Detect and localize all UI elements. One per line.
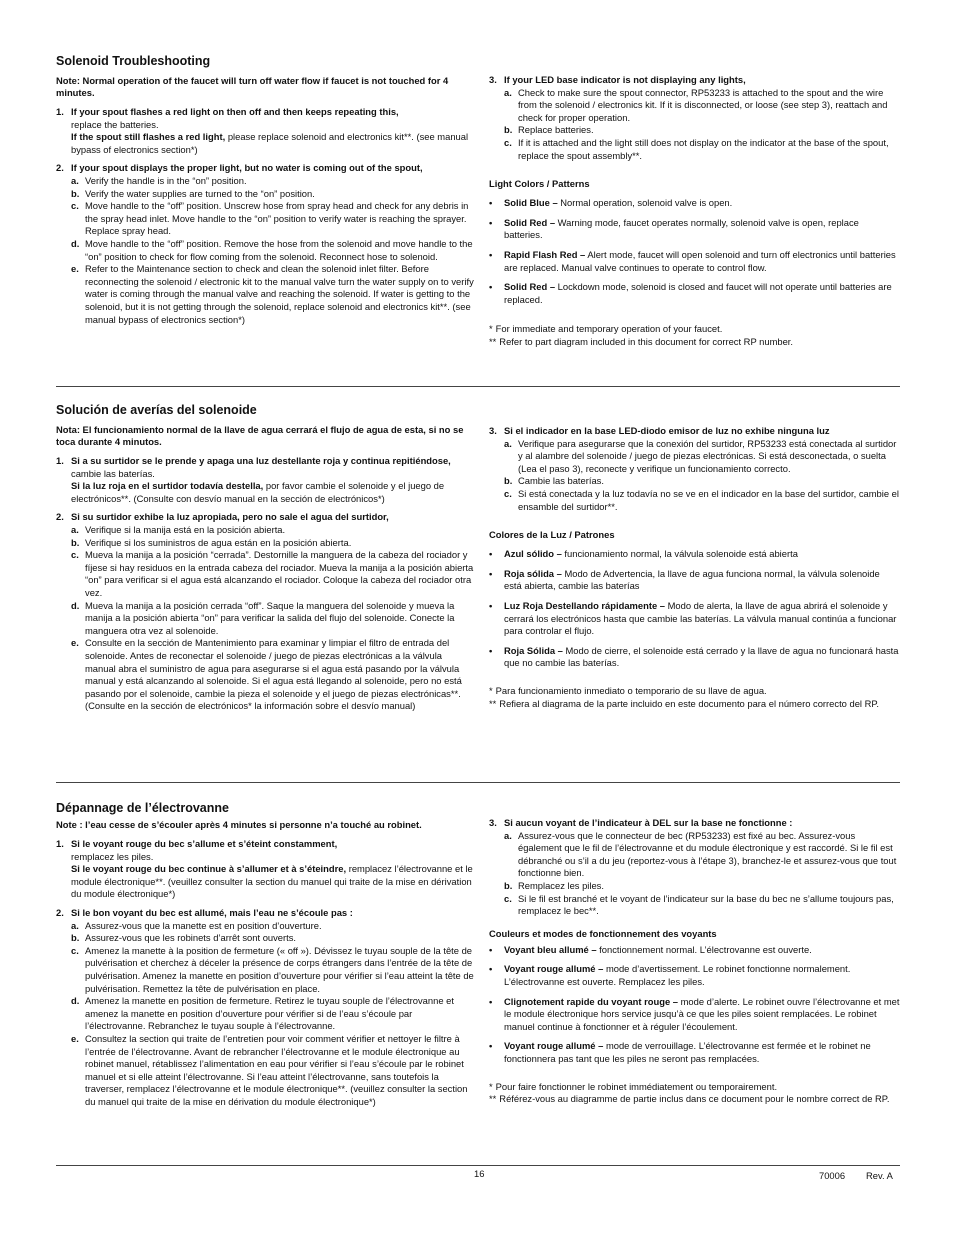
sub-item-text: Assurez-vous que les robinets d’arrêt sont ouverts. bbox=[85, 932, 297, 944]
fr-light-colors-title: Couleurs et modes de fonctionnement des voyants bbox=[489, 927, 717, 939]
en-footnote-2 bbox=[489, 336, 900, 349]
sub-item bbox=[71, 995, 474, 1033]
en-item-3-subs bbox=[504, 87, 900, 163]
es-light-colors-title: Colores de la Luz / Patrones bbox=[489, 529, 615, 541]
bullet-icon: • bbox=[489, 248, 493, 260]
es-item-3 bbox=[489, 425, 900, 513]
sub-item bbox=[504, 488, 900, 513]
es-item-2-subs bbox=[71, 524, 474, 713]
es-item-1-bold: Si a su surtidor se le prende y apaga una luz destellante roja y continua repitiéndose, bbox=[71, 455, 451, 466]
sub-item-letter: c. bbox=[504, 136, 512, 148]
en-item-3-bold: If your LED base indicator is not displaying any lights, bbox=[504, 74, 746, 85]
sub-item bbox=[71, 188, 474, 201]
es-item-1-num: 1. bbox=[56, 455, 64, 466]
fr-item-2-bold: Si le bon voyant du bec est allumé, mais l’eau ne s’écoule pas : bbox=[71, 906, 353, 918]
sub-item-text: Si le fil est branché et le voyant de l’indicateur sur la base du bec ne s’allume toujours pas, remplacez le bec**. bbox=[518, 892, 894, 917]
sub-item-letter: b. bbox=[71, 932, 80, 944]
en-footnote-2-text: Refer to part diagram included in this document for correct RP number. bbox=[499, 335, 794, 347]
light-color-item bbox=[489, 600, 900, 638]
sub-item-text: Verifique si los suministros de agua están en la posición abierta. bbox=[85, 536, 352, 548]
fr-light-colors-list bbox=[489, 944, 900, 1066]
light-color-desc: Modo de cierre, el solenoide está cerrado y la llave de agua no funcionará hasta que no cambie las baterías. bbox=[504, 644, 899, 669]
sub-item-text: Si está conectada y la luz todavía no se ve en el indicador en la base del surtidor, cambie el ensamble del surtidor**. bbox=[518, 487, 899, 512]
sub-item-letter: a. bbox=[504, 829, 512, 841]
es-item-3-subs bbox=[504, 438, 900, 514]
light-color-desc: mode de verrouillage. L’électrovanne est fermée et le robinet ne fonctionnera pas tant que les piles ne seront pas remplacées. bbox=[504, 1040, 871, 1064]
sub-item-text: Move handle to the “off” position. Remove the hose from the solenoid and move handle to the “on” position to check for flow coming from the solenoid. Reconnect hose to solenoid. bbox=[85, 237, 473, 262]
light-color-label: Solid Red – bbox=[504, 281, 556, 293]
light-color-label: Solid Blue – bbox=[504, 197, 558, 209]
bullet-icon: • bbox=[489, 548, 493, 560]
sub-item-text: Assurez-vous que le connecteur de bec (RP53233) est fixé au bec. Assurez-vous également que le fil de l’électrovanne et du module électronique y est raccordé. Si le fil est débranché ou s’il a du jeu (reportez-vous à l’étape 3), branchez-le et assurez-vous que tout fonctionne bien. bbox=[518, 829, 897, 879]
fr-item-1-num: 1. bbox=[56, 838, 64, 849]
en-item-3-num: 3. bbox=[489, 74, 497, 85]
sub-item bbox=[71, 1033, 474, 1109]
light-color-desc: funcionamiento normal, la válvula solenoide está abierta bbox=[561, 548, 798, 560]
sub-item-letter: b. bbox=[71, 536, 80, 548]
fr-item-1-text: remplacez les piles. bbox=[71, 850, 154, 862]
en-item-1-text: replace the batteries. bbox=[71, 118, 159, 130]
light-color-label: Voyant bleu allumé – bbox=[504, 943, 597, 955]
es-left-column bbox=[56, 403, 474, 719]
sub-item-text: Replace batteries. bbox=[518, 124, 594, 136]
sub-item-letter: a. bbox=[71, 174, 79, 186]
sub-item-text: Verify the handle is in the “on” position. bbox=[85, 174, 247, 186]
sub-item-letter: e. bbox=[71, 263, 79, 275]
sub-item-letter: a. bbox=[504, 437, 512, 449]
fr-footnote-2-marker: ** bbox=[489, 1093, 497, 1105]
fr-item-3-num: 3. bbox=[489, 817, 497, 828]
es-item-2-num: 2. bbox=[56, 511, 64, 523]
en-item-2 bbox=[56, 162, 474, 326]
fr-item-1-bold2: Si le voyant rouge du bec continue à s’allumer et à s’éteindre, bbox=[71, 863, 347, 875]
light-color-desc: Alert mode, faucet will open solenoid and turn off electronics until batteries are replaced. Manual valve continues to operate to control flow. bbox=[504, 248, 896, 273]
bullet-icon: • bbox=[489, 567, 493, 579]
sub-item-letter: b. bbox=[504, 124, 513, 136]
bullet-icon: • bbox=[489, 963, 493, 975]
sub-item-text: Refer to the Maintenance section to check and clean the solenoid inlet filter. Before reconnecting the solenoid / electronic kit to the manual valve turn the water supply on to verify water is coming through the manual valve and reaching the solenoid. If water is getting to the solenoid, but it is not getting through the solenoid, replace solenoid and electronics kit**. (see manual bypass of electronics section*) bbox=[85, 263, 474, 325]
light-color-desc: mode d’avertissement. Le robinet fonctionne normalement. L’électrovanne est ouverte. Remplacez les piles. bbox=[504, 963, 851, 987]
sub-item-text: Amenez la manette en position de fermeture. Retirez le tuyau souple de l’électrovanne et amenez la manette en position d’ouverture pour vérifier si de l’eau s’écoule par l’électrovanne. Rebranchez le tuyau souple à l’électrovanne. bbox=[85, 995, 454, 1032]
footer-rule bbox=[56, 1165, 900, 1166]
en-title: Solenoid Troubleshooting bbox=[56, 54, 211, 68]
sub-item-letter: c. bbox=[504, 487, 512, 499]
sub-item bbox=[504, 137, 900, 162]
en-item-2-num: 2. bbox=[56, 162, 64, 174]
fr-footnote-2-text: Référez-vous au diagramme de partie inclus dans ce document pour le nombre correct de RP. bbox=[499, 1093, 890, 1105]
sub-item-letter: b. bbox=[504, 475, 513, 487]
light-color-label: Voyant rouge allumé – bbox=[504, 1040, 604, 1052]
sub-item-text: Assurez-vous que la manette est en position d’ouverture. bbox=[85, 919, 322, 931]
en-note: Note: Normal operation of the faucet will turn off water flow if faucet is not touched for 4 minutes. bbox=[56, 75, 449, 98]
sub-item-text: Amenez la manette à la position de fermeture (« off »). Dévissez le tuyau souple de la tête de pulvérisation et cherchez à déceler la présence de corps étrangers dans l’entrée de la tête de pulvérisation. Amenez la manette en position d’ouverture pour vérifier si l’eau atteint la tête de pulvérisation. Remettez la tête de pulvérisation en place. bbox=[85, 944, 474, 994]
bullet-icon: • bbox=[489, 197, 493, 209]
fr-item-1 bbox=[56, 838, 474, 901]
en-footnote-1-text: For immediate and temporary operation of your faucet. bbox=[495, 323, 723, 335]
sub-item-letter: a. bbox=[71, 523, 79, 535]
fr-footnote-1 bbox=[489, 1081, 900, 1094]
sub-item bbox=[71, 200, 474, 238]
light-color-item bbox=[489, 963, 900, 988]
en-item-3 bbox=[489, 74, 900, 162]
bullet-icon: • bbox=[489, 1040, 493, 1052]
sub-item-text: Verify the water supplies are turned to the “on” position. bbox=[85, 187, 315, 199]
sub-item bbox=[71, 600, 474, 638]
sub-item bbox=[71, 549, 474, 599]
en-left-column bbox=[56, 54, 474, 332]
es-item-1-bold2: Si la luz roja en el surtidor todavía destella, bbox=[71, 480, 264, 492]
es-footnote-2-marker: ** bbox=[489, 697, 497, 709]
light-color-label: Solid Red – bbox=[504, 216, 556, 228]
sub-item-text: Cambie las baterías. bbox=[518, 475, 604, 487]
fr-item-1-bold: Si le voyant rouge du bec s’allume et s’éteint constamment, bbox=[71, 838, 338, 849]
en-footnote-1-marker: * bbox=[489, 323, 493, 335]
fr-item-1-text2: remplacez l’électrovanne et le module électronique**. (veuillez consulter la section du manuel qui traite de la mise en dérivation du module électronique*) bbox=[71, 863, 473, 900]
sub-item bbox=[504, 438, 900, 476]
sub-item-text: Move handle to the “off” position. Unscrew hose from spray head and check for any debris in the spray head inlet. Move handle to the “on” position to verify water is reaching the sprayer. Replace spray head. bbox=[85, 200, 469, 237]
es-light-colors-list bbox=[489, 548, 900, 670]
fr-item-3-bold: Si aucun voyant de l’indicateur à DEL sur la base ne fonctionne : bbox=[504, 817, 793, 828]
es-footnote-1 bbox=[489, 685, 900, 698]
doc-number: 70006 bbox=[819, 1170, 846, 1181]
sub-item-letter: c. bbox=[71, 944, 79, 956]
light-color-label: Azul sólido – bbox=[504, 548, 562, 560]
fr-item-3 bbox=[489, 817, 900, 918]
light-color-item bbox=[489, 249, 900, 274]
sub-item bbox=[71, 263, 474, 326]
en-item-1-num: 1. bbox=[56, 106, 64, 117]
es-footnote-2-text: Refiera al diagrama de la parte incluido en este documento para el número correcto del RP. bbox=[499, 697, 880, 709]
sub-item bbox=[504, 880, 900, 893]
es-note: Nota: El funcionamiento normal de la llave de agua cerrará el flujo de agua de esta, si no se toca durante 4 minutos. bbox=[56, 424, 464, 447]
es-item-1-text: cambie las baterías. bbox=[71, 467, 155, 479]
light-color-desc: Lockdown mode, solenoid is closed and faucet will not operate until batteries are replaced. bbox=[504, 281, 892, 305]
sub-item-letter: b. bbox=[504, 879, 513, 891]
en-footnote-2-marker: ** bbox=[489, 335, 497, 347]
en-light-colors-title: Light Colors / Patterns bbox=[489, 178, 590, 190]
es-item-2 bbox=[56, 511, 474, 713]
light-color-item bbox=[489, 645, 900, 670]
es-footnote-1-text: Para funcionamiento inmediato o temporario de su llave de agua. bbox=[495, 684, 767, 696]
fr-footnote-1-marker: * bbox=[489, 1080, 493, 1092]
sub-item bbox=[71, 175, 474, 188]
fr-item-2-subs bbox=[71, 920, 474, 1109]
sub-item-letter: e. bbox=[71, 637, 79, 649]
sub-item-text: Mueva la manija a la posición cerrada “off”. Saque la manguera del solenoide y mueva la manija a la posición abierta “on” para verificar la salida del flujo del solenoide. Conecte la manguera otra vez al solenoide. bbox=[85, 599, 455, 636]
es-item-1-text2: por favor cambie el solenoide y el juego de electrónicos**. (Consulte con desvío manual en la sección de electrónicos*) bbox=[71, 480, 445, 504]
en-item-1-bold: If your spout flashes a red light on then off and then keeps repeating this, bbox=[71, 106, 399, 117]
fr-note: Note : l’eau cesse de s’écouler après 4 minutes si personne n’a touché au robinet. bbox=[56, 819, 422, 830]
fr-item-3-subs bbox=[504, 830, 900, 918]
fr-footnote-2 bbox=[489, 1093, 900, 1106]
sub-item bbox=[71, 932, 474, 945]
sub-item bbox=[71, 637, 474, 713]
light-color-desc: Modo de Advertencia, la llave de agua funciona normal, la válvula solenoide está abierta, cambie las baterías bbox=[504, 567, 880, 592]
sub-item-text: Verifique si la manija está en la posición abierta. bbox=[85, 523, 286, 535]
light-color-item bbox=[489, 996, 900, 1034]
sub-item-letter: d. bbox=[71, 237, 80, 249]
fr-title: Dépannage de l’électrovanne bbox=[56, 801, 229, 815]
sub-item-text: Consulte en la sección de Mantenimiento para examinar y limpiar el filtro de entrada del solenoide. Antes de reconectar el solenoide / juego de piezas electrónicas a la válvula manual abra el suministro de agua para asegurarse si el agua está pasando por la válvula manual y está alcanzando al solenoide. Si el agua está llegando al solenoide, pero no está pasando por el solenoide, cambie la pieza el solenoide y el juego de piezas electrónicas**. (Consulte en la sección de electrónicos* la información sobre el desvío manual) bbox=[85, 637, 462, 712]
sub-item bbox=[71, 945, 474, 995]
light-color-label: Clignotement rapide du voyant rouge – bbox=[504, 995, 678, 1007]
sub-item bbox=[71, 238, 474, 263]
light-color-item bbox=[489, 1040, 900, 1065]
es-footnote-2 bbox=[489, 698, 900, 711]
sub-item-letter: d. bbox=[71, 995, 80, 1007]
french-section bbox=[56, 801, 900, 1151]
sub-item-letter: a. bbox=[71, 919, 79, 931]
light-color-label: Roja sólida – bbox=[504, 567, 562, 579]
sub-item-letter: c. bbox=[504, 892, 512, 904]
light-color-desc: Normal operation, solenoid valve is open. bbox=[557, 197, 733, 209]
en-item-1 bbox=[56, 106, 474, 156]
divider-1 bbox=[56, 386, 900, 387]
fr-right-column bbox=[489, 817, 900, 1106]
fr-left-column bbox=[56, 801, 474, 1114]
bullet-icon: • bbox=[489, 216, 493, 228]
fr-footnote-1-text: Pour faire fonctionner le robinet immédiatement ou temporairement. bbox=[495, 1080, 778, 1092]
spanish-section bbox=[56, 403, 900, 763]
sub-item-letter: c. bbox=[71, 549, 79, 561]
bullet-icon: • bbox=[489, 281, 493, 293]
sub-item bbox=[71, 524, 474, 537]
sub-item-letter: d. bbox=[71, 599, 80, 611]
divider-2 bbox=[56, 782, 900, 783]
bullet-icon: • bbox=[489, 644, 493, 656]
sub-item bbox=[504, 830, 900, 880]
sub-item-letter: e. bbox=[71, 1032, 79, 1044]
es-item-3-bold: Si el indicador en la base LED-diodo emisor de luz no exhibe ninguna luz bbox=[504, 425, 830, 436]
light-color-desc: fonctionnement normal. L’électrovanne est ouverte. bbox=[596, 943, 812, 955]
sub-item-text: Check to make sure the spout connector, RP53233 is attached to the spout and the wire from the solenoid / electronics kit. If it is disconnected, or loose (see step 3), reattach and check for proper operation. bbox=[518, 86, 888, 123]
bullet-icon: • bbox=[489, 599, 493, 611]
light-color-desc: Modo de alerta, la llave de agua abrirá el solenoide y cerrará los electrónicos hasta que cambie las baterías. La válvula manual continúa a funcionar para controlar el flujo. bbox=[504, 599, 897, 637]
revision: Rev. A bbox=[866, 1170, 893, 1181]
es-item-3-num: 3. bbox=[489, 425, 497, 436]
light-color-item bbox=[489, 548, 900, 561]
light-color-item bbox=[489, 281, 900, 306]
es-title: Solución de averías del solenoide bbox=[56, 403, 257, 417]
sub-item-text: Consultez la section qui traite de l’entretien pour voir comment vérifier et nettoyer le filtre à l’entrée de l’électrovanne. Avant de rebrancher l’électrovanne et le module électronique au robinet manuel, rétablissez l’alimentation en eau pour vérifier si l’eau s’écoule par le robinet manuel et si elle atteint l’électrovanne. Si l’eau atteint l’électrovanne, sans toutefois la traverser, remplacez l’électrovanne et le module électronique**. (veuillez consulter la section du manuel qui traite de la mise en dérivation du module électronique*) bbox=[85, 1032, 468, 1107]
light-color-item bbox=[489, 197, 900, 210]
sub-item bbox=[71, 537, 474, 550]
en-footnote-1 bbox=[489, 323, 900, 336]
sub-item bbox=[504, 893, 900, 918]
en-light-colors-list bbox=[489, 197, 900, 306]
en-right-column bbox=[489, 74, 900, 349]
sub-item-text: Mueva la manija a la posición “cerrada”. Destornille la manguera de la cabeza del rociador y fíjese si hay residuos en la entrada cabeza del rociador. Mueva la manija a la posición abierta “on” para verificar si el agua está alcanzando el rociador. Coloque la cabeza del rociador otra vez. bbox=[85, 549, 474, 598]
light-color-desc: Warning mode, faucet operates normally, solenoid valve is open, replace batteries. bbox=[504, 216, 859, 241]
page-number: 16 bbox=[474, 1168, 485, 1179]
light-color-desc: mode d’alerte. Le robinet ouvre l’électrovanne et met le module électronique hors service jusqu’à ce que les piles soient remplacées. Le robinet manuel continue à fonctionner et à réguler l’écoulement. bbox=[504, 995, 900, 1032]
sub-item-text: If it is attached and the light still does not display on the indicator at the base of the spout, replace the spout assembly**. bbox=[518, 136, 889, 161]
light-color-label: Voyant rouge allumé – bbox=[504, 963, 604, 975]
sub-item bbox=[504, 87, 900, 125]
light-color-label: Luz Roja Destellando rápidamente – bbox=[504, 599, 665, 611]
light-color-item bbox=[489, 217, 900, 242]
sub-item-text: Remplacez les piles. bbox=[518, 879, 604, 891]
light-color-item bbox=[489, 568, 900, 593]
es-right-column bbox=[489, 425, 900, 710]
en-item-2-subs bbox=[71, 175, 474, 326]
sub-item bbox=[71, 920, 474, 933]
en-item-2-bold: If your spout displays the proper light, but no water is coming out of the spout, bbox=[71, 162, 423, 174]
light-color-label: Roja Sólida – bbox=[504, 644, 563, 656]
light-color-item bbox=[489, 944, 900, 957]
en-item-1-bold2: If the spout still flashes a red light, bbox=[71, 131, 226, 143]
es-item-1 bbox=[56, 455, 474, 505]
sub-item-text: Verifique para asegurarse que la conexión del surtidor, RP53233 está conectada al surtidor y al alambre del solenoide / juego de piezas electrónicas. Si está desconectada, o suelta (Lea el paso 3), reconecte y verifique un funcionamiento correcto. bbox=[518, 437, 897, 474]
fr-item-2 bbox=[56, 907, 474, 1109]
en-item-1-text2: please replace solenoid and electronics kit**. (see manual bypass of electronics section*) bbox=[71, 131, 469, 155]
bullet-icon: • bbox=[489, 995, 493, 1007]
sub-item-letter: b. bbox=[71, 187, 80, 199]
sub-item bbox=[504, 475, 900, 488]
english-section bbox=[56, 54, 900, 364]
light-color-label: Rapid Flash Red – bbox=[504, 248, 586, 260]
bullet-icon: • bbox=[489, 943, 493, 955]
sub-item-letter: c. bbox=[71, 200, 79, 212]
es-footnote-1-marker: * bbox=[489, 684, 493, 696]
sub-item-letter: a. bbox=[504, 86, 512, 98]
fr-item-2-num: 2. bbox=[56, 906, 64, 918]
es-item-2-bold: Si su surtidor exhibe la luz apropiada, pero no sale el agua del surtidor, bbox=[71, 511, 389, 523]
sub-item bbox=[504, 124, 900, 137]
